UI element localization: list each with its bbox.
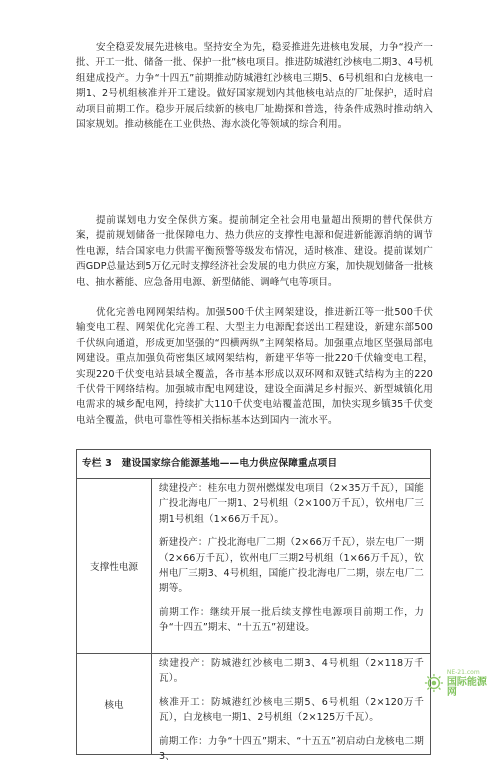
sun-logo-icon: [424, 672, 444, 694]
row-body-support-power: [152, 479, 430, 653]
row-body-nuclear: [152, 654, 430, 763]
row-label-nuclear: 核电: [77, 654, 152, 754]
paragraph-grid-structure: 优化完善电网网架结构。加强500千伏主网架建设，推进新江等一批500千伏输变电工程、网架优化完善工程、大型主力电源配套送出工程建设，新建东部500千伏纵向通道，形成更加坚强的“四横两纵”主网架格局。加强重点地区坚强局部电网建设。重点加强负荷密集区域网架结构，新建平华等一批220千伏输变电工程，实现220千伏变电站县域全覆盖，各市基本形成以双环网和双链式结构为主的220千伏骨干网络结构。加强城市配电网建设，建设全面满足乡村振兴、新型城镇化用电需求的城乡配电网，持续扩大110千伏变电站覆盖范围，加快实现乡镇35千伏变电站全覆盖，供电可靠性等相关指标基本达到国内一流水平。: [76, 307, 433, 426]
table-title: 专栏 3 建设国家综合能源基地——电力供应保障重点项目: [77, 450, 430, 479]
paragraph-nuclear-development: 安全稳妥发展先进核电。坚持安全为先，稳妥推进先进核电发展，力争“投产一批、开工一批、储备一批、保护一批”核电项目。推进防城港红沙核电二期3、4号机组建成投产。力争“十四五”前期推动防城港红沙核电三期5、6号机组和白龙核电一期1、2号机组核准并开工建设。做好国家规划内其他核电站点的厂址保护，适时启动项目前期工作。稳步开展后续新的核电厂址勘探和普选，待条件成熟时推动纳入国家规划。推动核能在工业供热、海水淡化等领域的综合利用。: [76, 42, 433, 131]
table-row-support-power: [77, 479, 430, 654]
project-table: [76, 449, 431, 763]
item-continue-build: 续建投产：桂东电力贺州燃煤发电项目（2×35万千瓦），国能广投北海电厂一期1、2号机组（2×100万千瓦），钦州电厂三期1号机组（1×66万千瓦）。: [159, 483, 424, 525]
watermark: [424, 666, 492, 700]
watermark-text: [447, 668, 492, 698]
watermark-cn: 国际能源网: [446, 677, 487, 698]
table-row-nuclear: [77, 654, 430, 763]
item-continue-build: 续建投产：防城港红沙核电二期3、4号机组（2×118万千瓦）。: [159, 658, 424, 685]
item-preliminary-work: 前期工作：力争“十四五”期末、“十五五”初启动白龙核电二期3、: [159, 735, 424, 763]
row-label-support-power: 支撑性电源: [77, 479, 152, 653]
item-new-build: 新建投产：广投北海电厂二期（2×66万千瓦），崇左电厂一期（2×66万千瓦），钦州电厂三期2号机组（1×66万千瓦），钦州电厂三期3、4号机组，国能广投北海电厂二期，崇左电厂二期等。: [159, 537, 424, 595]
item-preliminary-work: 前期工作：继续开展一批后续支撑性电源项目前期工作，力争“十四五”期末、“十五五”初建设。: [159, 606, 424, 634]
paragraph-power-supply-plan: 提前谋划电力安全保供方案。提前制定全社会用电量超出预期的替代保供方案，提前规划储备一批保障电力、热力供应的支撑性电源和促进新能源消纳的调节性电源，结合国家电力供需平衡预警等级发布情况，适时核准、建设。提前谋划广西GDP总量达到5万亿元时支撑经济社会发展的电力供应方案，加快规划储备一批核电、抽水蓄能、应急备用电源、新型储能、调峰气电等项目。: [76, 215, 433, 288]
item-approve-start: 核准开工：防城港红沙核电三期5、6号机组（2×120万千瓦），白龙核电一期1、2号机组（2×125万千瓦）。: [159, 696, 424, 724]
watermark-en: NE-21.com: [446, 669, 480, 676]
